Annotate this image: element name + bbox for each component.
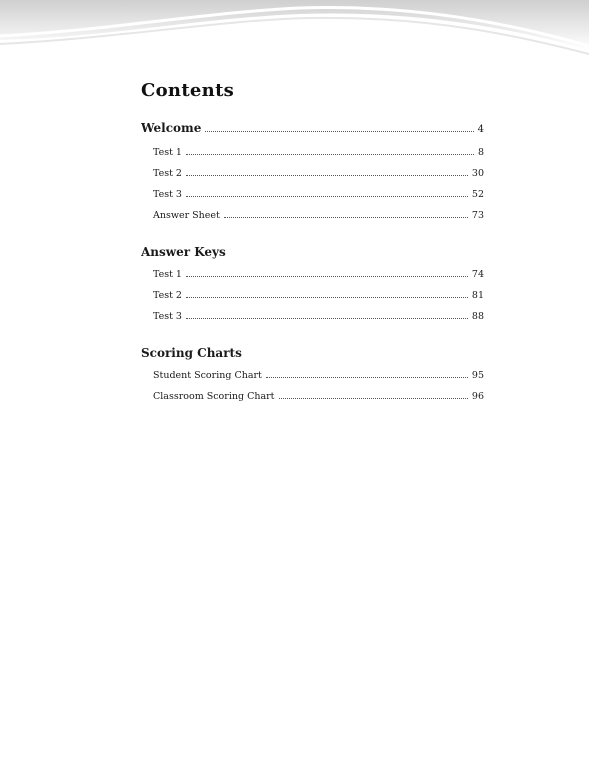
toc-entry[interactable] xyxy=(141,142,484,163)
toc-entry-label: Student Scoring Chart xyxy=(153,370,262,381)
dot-leader xyxy=(186,297,468,298)
toc-page-number: 96 xyxy=(471,391,484,402)
dot-leader xyxy=(266,377,468,378)
toc-heading-label: Scoring Charts xyxy=(141,346,242,360)
dot-leader xyxy=(224,217,468,218)
toc-entry-label: Test 1 xyxy=(153,147,182,158)
toc-heading-scoring-charts xyxy=(141,343,484,363)
toc-entry-label: Test 2 xyxy=(153,168,182,179)
dot-leader xyxy=(186,196,468,197)
toc-page-number: 52 xyxy=(471,189,484,200)
toc-entry[interactable] xyxy=(141,365,484,386)
dot-leader xyxy=(186,276,468,277)
toc-page-number: 4 xyxy=(477,124,484,135)
toc-entry-label: Test 3 xyxy=(153,189,182,200)
dot-leader xyxy=(186,175,468,176)
toc-entry[interactable] xyxy=(141,184,484,205)
toc-entry-label: Test 3 xyxy=(153,311,182,322)
toc-entry[interactable] xyxy=(141,163,484,184)
toc-heading-label: Answer Keys xyxy=(141,245,226,259)
toc-section-scoring-charts xyxy=(141,343,484,407)
dot-leader xyxy=(186,318,468,319)
page-title: Contents xyxy=(141,80,235,101)
toc-entry[interactable] xyxy=(141,205,484,226)
dot-leader xyxy=(205,131,473,132)
toc-entry-label: Classroom Scoring Chart xyxy=(153,391,275,402)
toc-page-number: 74 xyxy=(471,269,484,280)
toc-entry[interactable] xyxy=(141,306,484,327)
toc-page-number: 88 xyxy=(471,311,484,322)
toc-page-number: 81 xyxy=(471,290,484,301)
toc-page-number: 95 xyxy=(471,370,484,381)
toc-page-number: 73 xyxy=(471,210,484,221)
toc-page-number: 8 xyxy=(477,147,484,158)
toc-entry[interactable] xyxy=(141,285,484,306)
toc-section-answer-keys xyxy=(141,242,484,327)
toc-heading-welcome[interactable] xyxy=(141,118,484,140)
toc-heading-label: Welcome xyxy=(141,121,202,135)
toc-section-welcome xyxy=(141,118,484,226)
dot-leader xyxy=(186,154,474,155)
decorative-wave-banner xyxy=(0,0,589,70)
table-of-contents xyxy=(141,78,484,423)
toc-heading-answer-keys xyxy=(141,242,484,262)
toc-entry-label: Answer Sheet xyxy=(153,210,220,221)
toc-entry-label: Test 1 xyxy=(153,269,182,280)
toc-entry-label: Test 2 xyxy=(153,290,182,301)
dot-leader xyxy=(279,398,468,399)
toc-entry[interactable] xyxy=(141,264,484,285)
toc-entry[interactable] xyxy=(141,386,484,407)
toc-page-number: 30 xyxy=(471,168,484,179)
